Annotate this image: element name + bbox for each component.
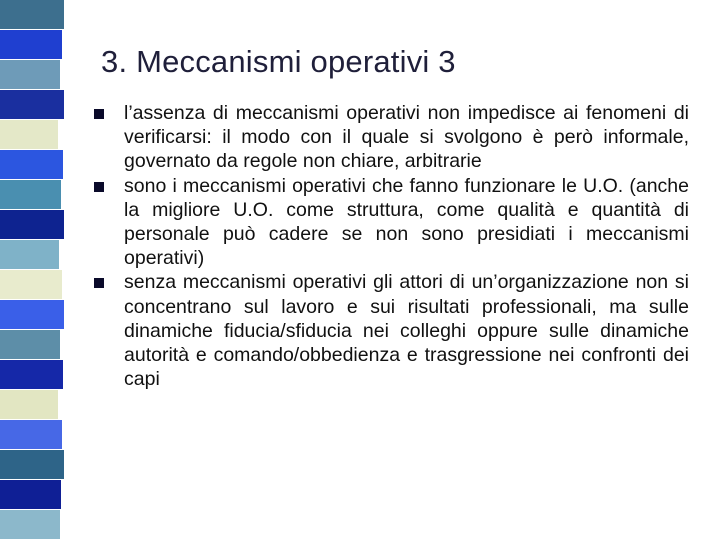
decorative-color-strip [0,0,64,540]
strip-block [0,510,60,540]
strip-block [0,450,64,480]
slide-title: 3. Meccanismi operativi 3 [101,44,456,79]
strip-block [0,180,61,210]
strip-block [0,420,62,450]
strip-block [0,270,62,300]
square-bullet-icon [94,109,104,119]
strip-block [0,150,63,180]
square-bullet-icon [94,182,104,192]
strip-block [0,240,59,270]
bullet-text: senza meccanismi operativi gli attori di un’organizzazione non si concentrano sul lavoro e sui risultati professionali, ma sulle dinamiche fiducia/sfiducia nei colleghi oppure sulle dinamiche autorità e comando/obbedienza e trasgressione nei confronti dei capi [124,271,689,391]
strip-block [0,330,60,360]
strip-block [0,300,64,330]
bullet-text: sono i meccanismi operativi che fanno funzionare le U.O. (anche la migliore U.O. come struttura, come qualità e quantità di personale può cadere se non sono presidiati i meccanismi operativi) [124,174,689,270]
bullet-item [92,101,689,174]
strip-block [0,90,64,120]
strip-block [0,0,64,30]
bullet-list [92,101,689,391]
bullet-item [92,270,689,391]
strip-block [0,360,63,390]
square-bullet-icon [94,278,104,288]
strip-block [0,60,60,90]
strip-block [0,210,64,240]
bullet-text: l’assenza di meccanismi operativi non impedisce ai fenomeni di verificarsi: il modo con il quale si svolgono è però informale, governato da regole non chiare, arbitrarie [124,102,689,173]
strip-block [0,30,62,60]
strip-block [0,120,58,150]
strip-block [0,390,58,420]
bullet-item [92,174,689,271]
strip-block [0,480,61,510]
